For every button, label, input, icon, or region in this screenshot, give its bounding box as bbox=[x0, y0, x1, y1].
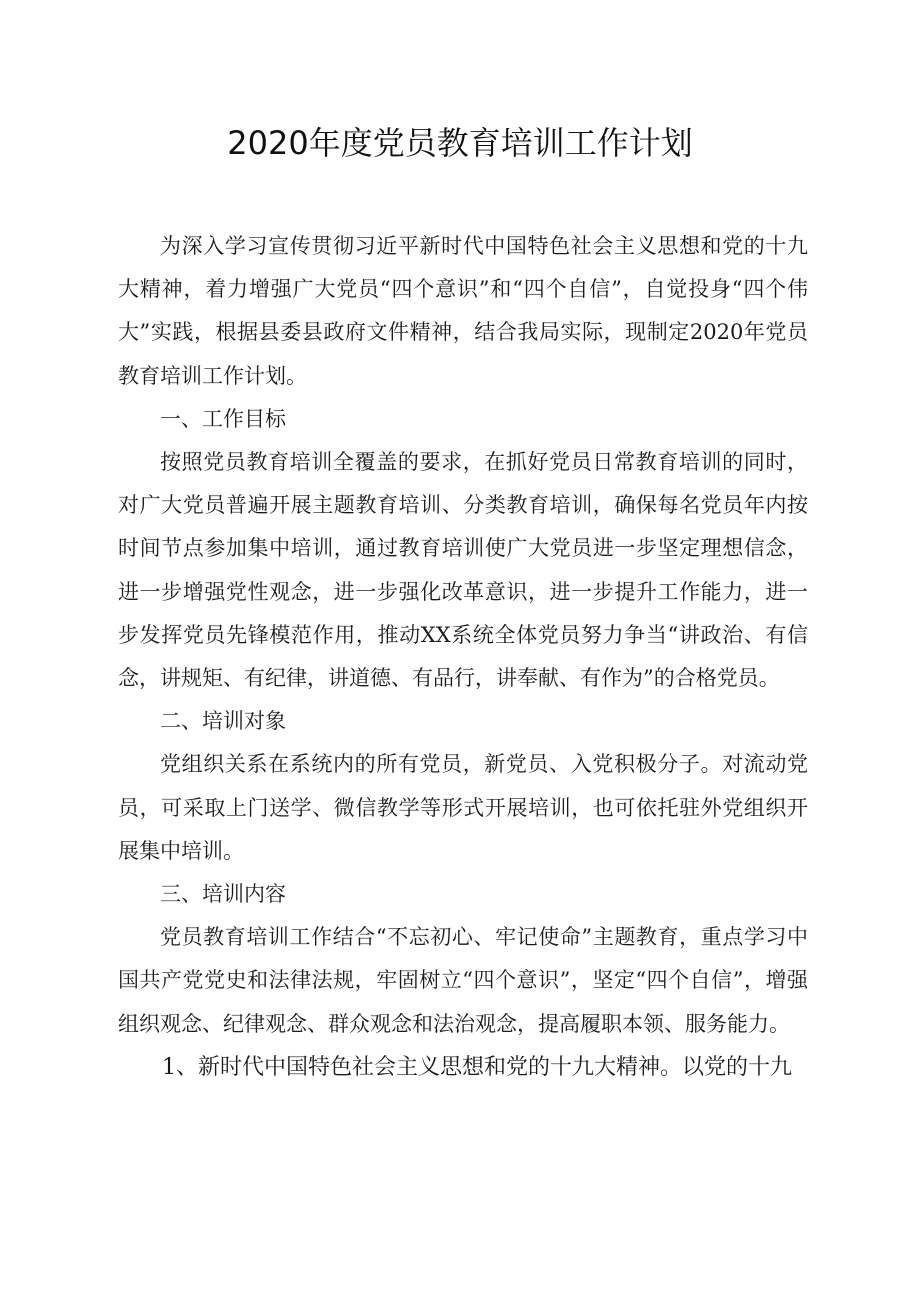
section-text-targets: 党组织关系在系统内的所有党员，新党员、入党积极分子。对流动党员，可采取上门送学、微信教学等形式开展培训，也可依托驻外党组织开展集中培训。 bbox=[118, 752, 808, 863]
section-heading-content: 三、培训内容 bbox=[160, 882, 286, 907]
section-text-goals: 按照党员教育培训全覆盖的要求，在抓好党员日常教育培训的同时，对广大党员普遍开展主题教育培训、分类教育培训，确保每名党员年内按时间节点参加集中培训，通过教育培训使广大党员进一步坚定理想信念，进一步增强党性观念，进一步强化改革意识，进一步提升工作能力，进一步发挥党员先锋模范作用，推动XX系统全体党员努力争当“讲政治、有信念，讲规矩、有纪律，讲道德、有品行，讲奉献、有作为”的合格党员。 bbox=[118, 450, 808, 691]
list-item-1: 1、新时代中国特色社会主义思想和党的十九大精神。以党的十九 bbox=[162, 1054, 792, 1080]
section-heading-targets: 二、培训对象 bbox=[160, 709, 286, 734]
document-title: 2020年度党员教育培训工作计划 bbox=[227, 124, 693, 162]
intro-paragraph: 为深入学习宣传贯彻习近平新时代中国特色社会主义思想和党的十九大精神，着力增强广大党员“四个意识”和“四个自信”，自觉投身“四个伟大”实践，根据县委县政府文件精神，结合我局实际，现制定2020年党员教育培训工作计划。 bbox=[118, 234, 808, 388]
section-text-content: 党员教育培训工作结合“不忘初心、牢记使命”主题教育，重点学习中国共产党党史和法律法规，牢固树立“四个意识”，坚定“四个自信”，增强组织观念、纪律观念、群众观念和法治观念，提高履职本领、服务能力。 bbox=[118, 925, 808, 1036]
document-body bbox=[118, 225, 808, 1089]
section-heading-goals: 一、工作目标 bbox=[160, 406, 286, 431]
